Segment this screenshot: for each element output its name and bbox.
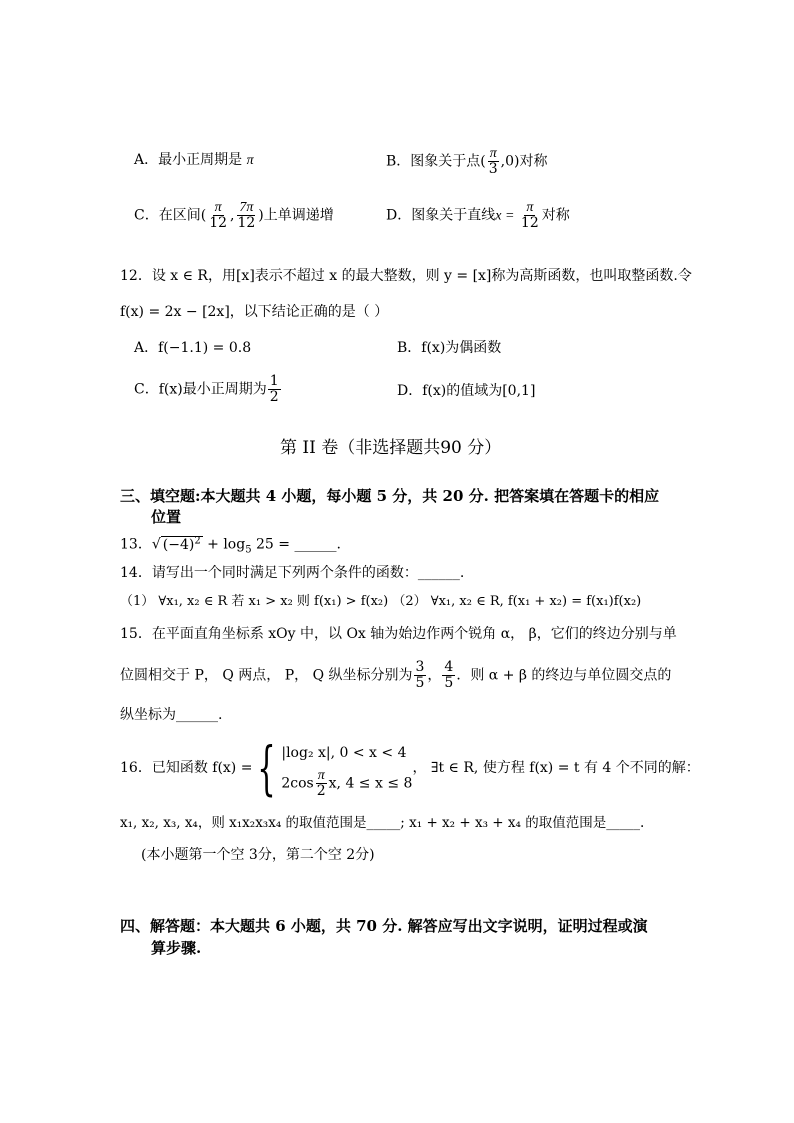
q15-fraction-2: $\frac{4}{5}$ [444,659,454,691]
q16-suffix: ， ∃t ∈ R, 使方程 f(x) = t 有 4 个不同的解： [412,760,700,776]
option-c-fraction-2: $\frac{7\pi}{12}$ [237,200,256,231]
q12-option-b: B．f(x)为偶函数 [397,340,502,356]
q13-log: + log [202,536,246,553]
section-3-heading-line2: 位置 [151,508,182,526]
section-3-heading-line1: 三、填空题:本大题共 4 小题，每小题 5 分，共 20 分. 把答案填在答题卡的相应 [120,487,660,505]
option-b-fraction: $\frac{\pi}{3}$ [488,146,498,177]
q16-line2: x₁, x₂, x₃, x₄，则 x₁x₂x₃x₄ 的取值范围是_____; x₁ + x₂ + x₃ + x₄ 的取值范围是_____. [120,815,645,831]
section-2-title: 第 II 卷（非选择题共90 分） [280,438,502,458]
option-c-prefix: C．在区间( [134,207,207,224]
q16-note: (本小题第一个空 3分，第二个空 2分) [141,847,375,863]
q15-line2-prefix: 位圆相交于 P， Q 两点， P， Q 纵坐标分别为 [120,667,413,684]
q11-option-c: C．在区间( $\frac{\pi}{12}$ , $\frac{7\pi}{12}$ )上单调递增 [134,200,334,231]
q12-option-c [134,374,282,405]
q11-option-a [134,150,254,171]
q12-stem-line2: f(x) = 2x − [2x]，以下结论正确的是（ ） [120,304,389,320]
option-a-value: π [246,153,254,168]
q16-prefix: 16．已知函数 f(x) = [120,760,253,776]
q12-stem-line1: 12．设 x ∈ R，用[x]表示不超过 x 的最大整数，则 y = [x]称为高斯函数，也叫取整函数.令 [120,268,692,284]
question-16 [120,735,700,801]
q13-number: 13． [120,536,152,553]
option-c-suffix: )上单调递增 [258,207,334,224]
option-b-suffix: ,0)对称 [500,153,548,170]
q15-line2: 位圆相交于 P， Q 两点， P， Q 纵坐标分别为 $\frac{3}{5}$ ， $\frac{4}{5}$ ．则 α + β 的终边与单位圆交点的 [120,659,672,691]
option-d-fraction: $\frac{\pi}{12}$ [520,200,539,231]
q14-stem: 14．请写出一个同时满足下列两个条件的函数：______. [120,565,465,581]
option-d-suffix: 对称 [541,207,570,224]
option-d-variable: x = [495,208,518,224]
q15-line3: 纵坐标为______. [120,707,223,723]
q13-radicand: $(-4)^2$ [162,535,201,553]
q13-tail: 25 = ______. [251,536,341,553]
q12-option-d: D．f(x)的值域为[0,1] [397,383,536,399]
q15-fraction-1: $\frac{3}{5}$ [415,659,425,691]
q14-conditions: （1） ∀x₁, x₂ ∈ R 若 x₁ > x₂ 则 f(x₁) > f(x₂) （2） ∀x₁, x₂ ∈ R, f(x₁ + x₂) = f(x₁)f(x₂) [120,594,642,609]
option-b-prefix: B．图象关于点( [386,153,486,170]
q16-case-2: 2cos $\frac{\pi}{2}$ x, 4 ≤ x ≤ 8 [281,767,413,799]
option-c-prefix: C．f(x)最小正周期为 [134,381,267,398]
q15-line2-suffix: ．则 α + β 的终边与单位圆交点的 [456,667,672,684]
question-13: 13．√ $(-4)^2 + \log_5 25$ = ______. [120,535,341,556]
option-d-prefix: D．图象关于直线 [386,207,496,224]
q15-line1: 15．在平面直角坐标系 xOy 中，以 Ox 轴为始边作两个锐角 α， β，它们的终边分别与单 [120,626,677,642]
q16-cases [281,738,412,799]
option-c-fraction-1: $\frac{\pi}{12}$ [209,200,228,231]
q11-option-d [386,200,570,231]
q12-option-a: A．f(−1.1) = 0.8 [134,340,252,356]
option-a-text: A．最小正周期是 [134,152,243,168]
q16-brace: { [257,734,277,802]
q16-case-1: |log₂ x|, 0 < x < 4 [281,744,407,761]
option-c-fraction: $\frac{1}{2}$ [269,373,279,405]
section-4-heading-line1: 四、解答题：本大题共 6 小题，共 70 分. 解答应写出文字说明，证明过程或演 [120,917,648,935]
q11-option-b [386,146,548,177]
section-4-heading-line2: 算步骤. [151,939,202,957]
